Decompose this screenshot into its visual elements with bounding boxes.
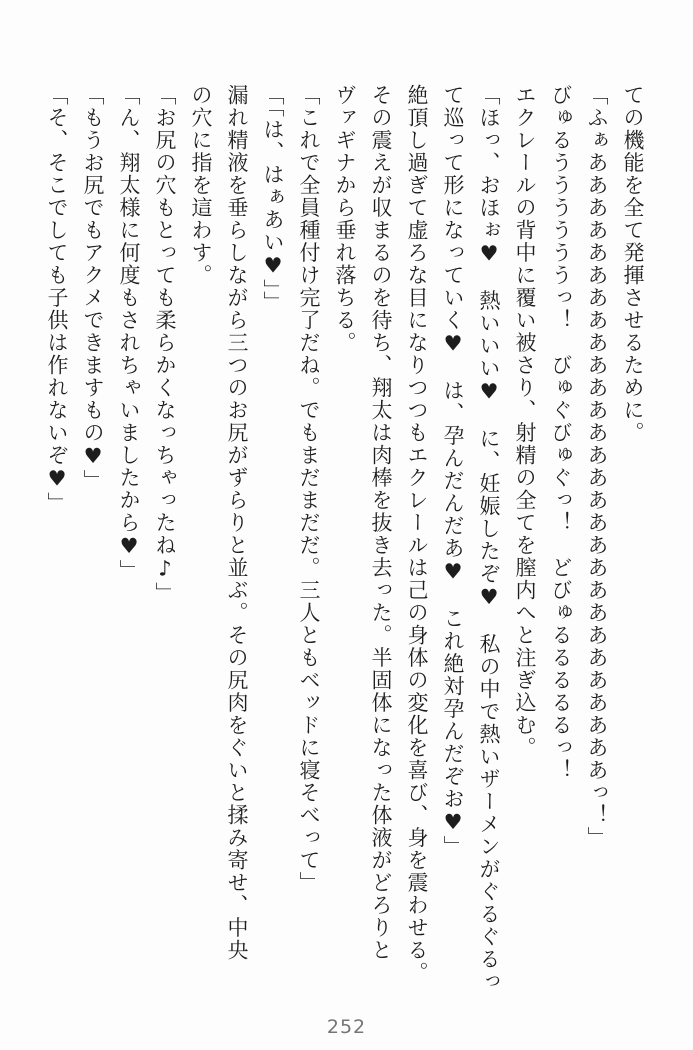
text-line: 「お尻の穴もとっても柔らかくなっちゃったね♪」: [153, 84, 177, 605]
text-line: 「これで全員種付け完了だね。でもまだまだだ。三人ともベッドに寝そべって」: [297, 84, 321, 894]
text-line: て巡って形になっていく♥ は、孕んだんだあ♥ これ絶対孕んだぞお♥」: [441, 84, 465, 858]
page-number: 252: [326, 1016, 367, 1038]
text-line: びゅるううううううっ！ びゅぐびゅぐっ！ どびゅるるるるるっ！: [549, 84, 573, 782]
text-line: エクレールの背中に覆い被さり、射精の全てを膣内へと注ぎ込む。: [513, 84, 537, 759]
text-line: 「ふぁああああああああああああああああああああああああああああっ！」: [585, 84, 609, 849]
text-line: 「もうお尻でもアクメできますもの♥」: [81, 84, 105, 492]
text-line: 「ほっ、おほぉ♥ 熱いいい♥ に、妊娠したぞ♥ 私の中で熱いザーメンがぐるぐるっ: [477, 84, 501, 993]
text-line: ての機能を全て発揮させるために。: [621, 84, 645, 444]
text-line: ヴァギナから垂れ落ちる。: [333, 84, 357, 354]
text-line: 「ん、翔太様に何度もされちゃいましたから♥」: [117, 84, 141, 582]
text-line: 絶頂し過ぎて虚ろな目になりつつもエクレールは己の身体の変化を喜び、身を震わせる。: [405, 84, 429, 984]
text-line: 漏れ精液を垂らしながら三つのお尻がずらりと並ぶ。その尻肉をぐいと揉み寄せ、中央: [225, 84, 249, 962]
text-line: 「「は、はぁあい♥」」: [261, 84, 285, 314]
text-line: 「そ、そこでしても子供は作れないぞ♥」: [45, 84, 69, 515]
vertical-text-block: [39, 84, 651, 1019]
text-line: その震えが収まるのを待ち、翔太は肉棒を抜き去った。半固体になった体液がどろりと: [369, 84, 393, 962]
text-line: の穴に指を這わす。: [189, 84, 213, 287]
